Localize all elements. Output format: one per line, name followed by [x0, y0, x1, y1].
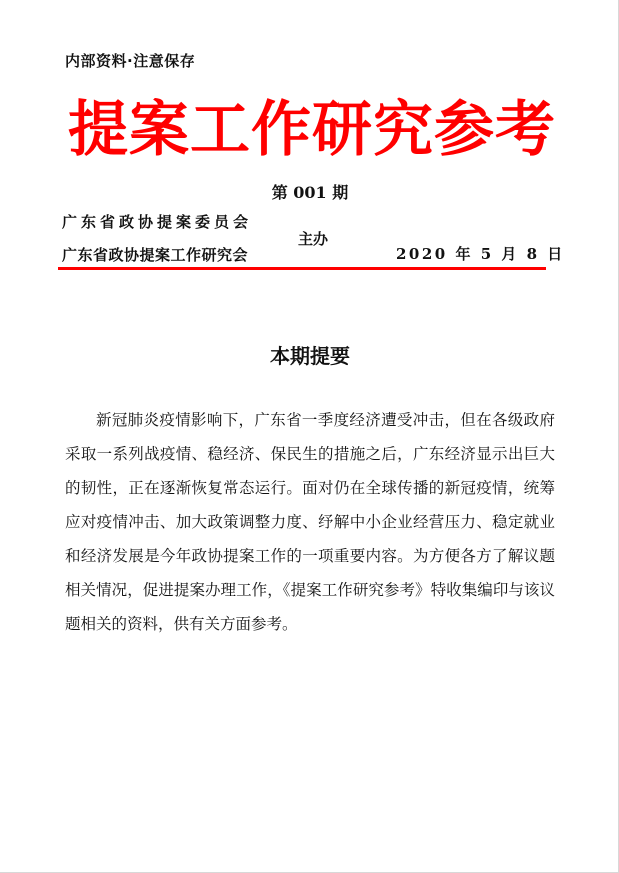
- summary-paragraph: 新冠肺炎疫情影响下，广东省一季度经济遭受冲击，但在各级政府采取一系列战疫情、稳经济、保民生的措施之后，广东经济显示出巨大的韧性，正在逐渐恢复常态运行。面对仍在全球传播的新冠疫情，统筹应对疫情冲击、加大政策调整力度、纾解中小企业经营压力、稳定就业和经济发展是今年政协提案工作的一项重要内容。为方便各方了解议题相关情况，促进提案办理工作，《提案工作研究参考》特收集编印与该议题相关的资料，供有关方面参考。: [65, 411, 555, 633]
- masthead-title: 提案工作研究参考: [68, 95, 556, 165]
- sponsor-research-society: 广东省政协提案工作研究会: [62, 246, 249, 264]
- section-title: 本期提要: [270, 344, 350, 368]
- confidential-notice: 内部资料·注意保存: [65, 52, 196, 70]
- header-divider: [58, 267, 546, 270]
- host-label: 主办: [298, 230, 329, 248]
- sponsor-committee: 广东省政协提案委员会: [62, 213, 253, 231]
- publication-date: 2020 年 5 月 8 日: [396, 245, 565, 263]
- issue-number: 第 001 期: [271, 183, 349, 202]
